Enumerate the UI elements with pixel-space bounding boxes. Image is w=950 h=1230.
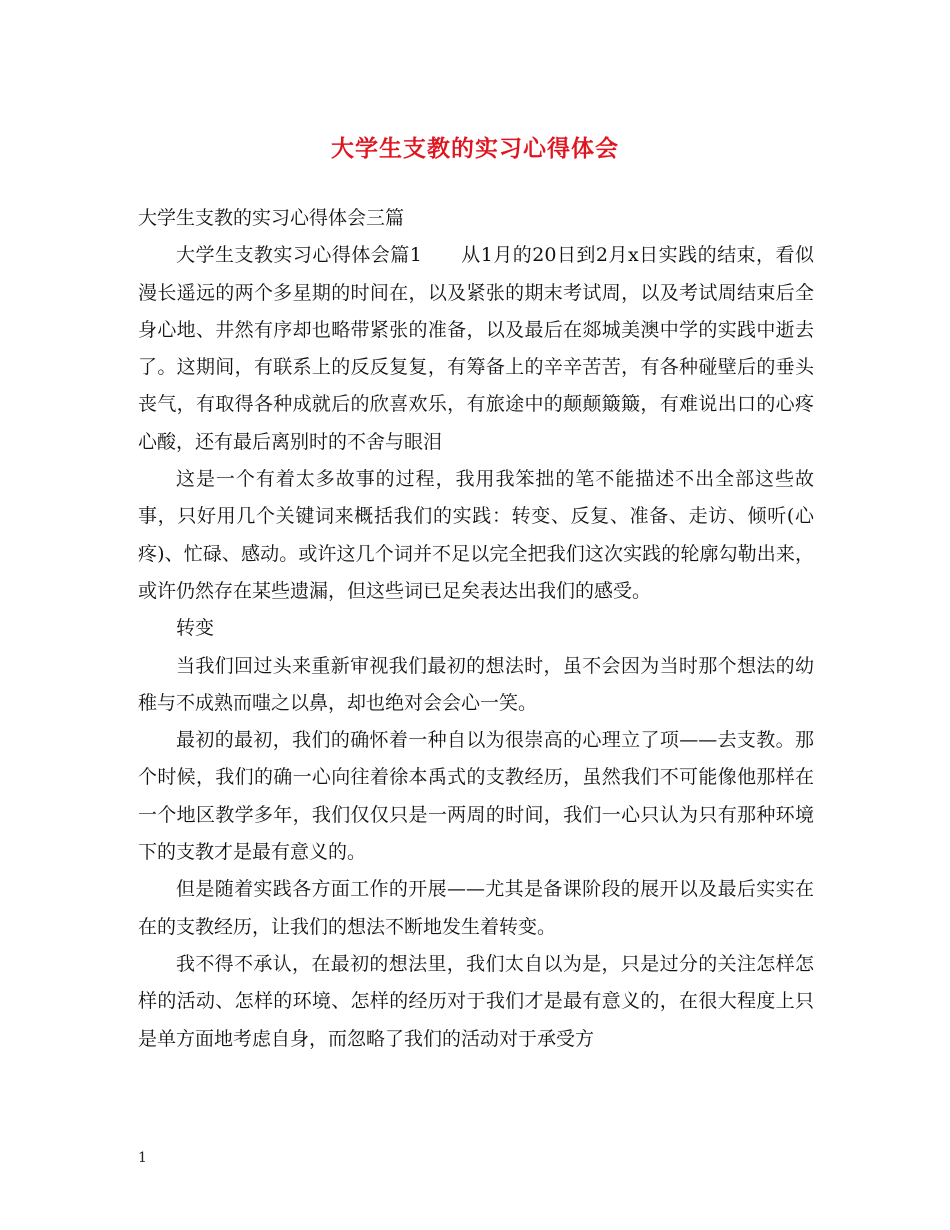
document-subtitle: 大学生支教的实习心得体会三篇 xyxy=(138,207,405,229)
paragraph-2: 这是一个有着太多故事的过程，我用我笨拙的笔不能描述不出全部这些故事，只好用几个关键词来概括我们的实践：转变、反复、准备、走访、倾听(心疼)、忙碌、感动。或许这几个词并不足以完全把我们这次实践的轮廓勾勒出来，或许仍然存在某些遗漏，但这些词已足矣表达出我们的感受。 xyxy=(138,468,814,602)
paragraph-3: 当我们回过头来重新审视我们最初的想法时，虽不会因为当时那个想法的幼稚与不成熟而嗤之以鼻，却也绝对会会心一笑。 xyxy=(138,654,814,714)
document-title: 大学生支教的实习心得体会 xyxy=(331,135,619,162)
paragraph-5: 但是随着实践各方面工作的开展——尤其是备课阶段的展开以及最后实实在在的支教经历，让我们的想法不断地发生着转变。 xyxy=(138,878,814,938)
paragraph-4: 最初的最初，我们的确怀着一种自以为很崇高的心理立了项——去支教。那个时候，我们的确一心向往着徐本禹式的支教经历，虽然我们不可能像他那样在一个地区教学多年，我们仅仅只是一两周的时间，我们一心只认为只有那种环境下的支教才是最有意义的。 xyxy=(138,729,814,864)
document-body xyxy=(138,200,814,1058)
section-heading-zhuanbian: 转变 xyxy=(176,617,215,640)
page-number: 1 xyxy=(138,1150,147,1166)
paragraph-6: 我不得不承认，在最初的想法里，我们太自以为是，只是过分的关注怎样怎样的活动、怎样的环境、怎样的经历对于我们才是最有意义的，在很大程度上只是单方面地考虑自身，而忽略了我们的活动对于承受方 xyxy=(138,952,814,1050)
paragraph-1: 大学生支教实习心得体会篇1 从1月的20日到2月x日实践的结束，看似漫长遥远的两个多星期的时间在，以及紧张的期末考试周，以及考试周结束后全身心地、井然有序却也略带紧张的准备，以及最后在郯城美澳中学的实践中逝去了。这期间，有联系上的反反复复，有筹备上的辛辛苦苦，有各种碰壁后的垂头丧气，有取得各种成就后的欣喜欢乐，有旅途中的颠颠簸簸，有难说出口的心疼心酸，还有最后离别时的不舍与眼泪 xyxy=(138,244,814,453)
